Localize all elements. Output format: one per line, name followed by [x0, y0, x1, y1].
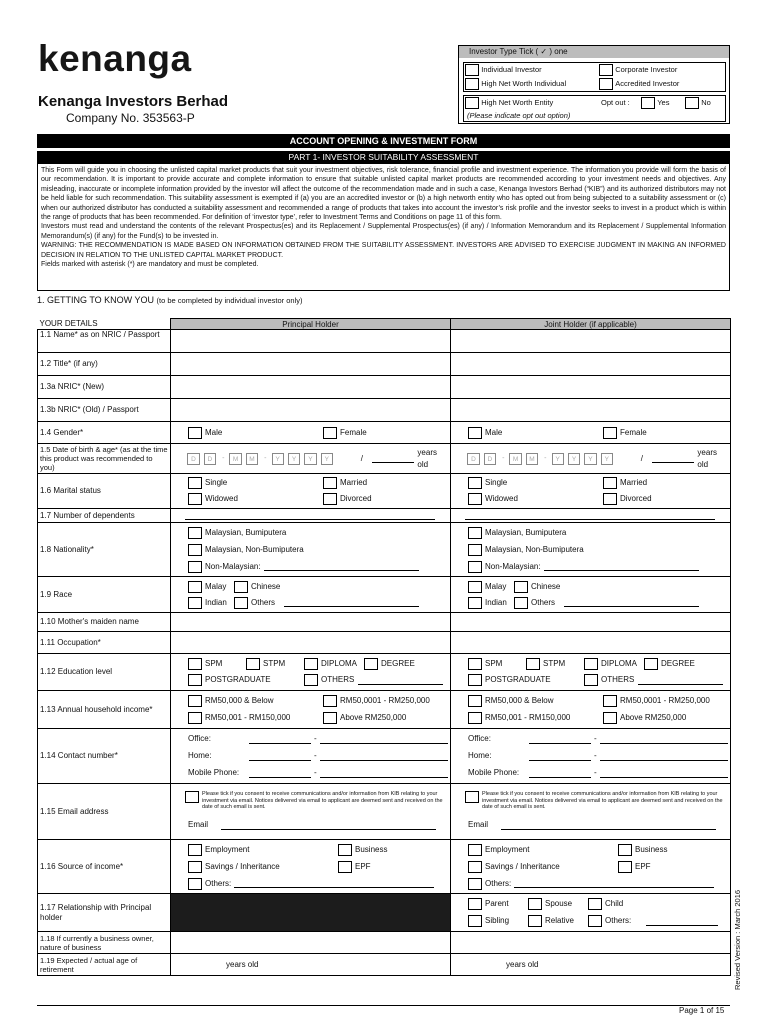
joint-nonbumi-checkbox[interactable]	[468, 544, 482, 556]
joint-office-code[interactable]	[529, 735, 591, 744]
corporate-investor-checkbox[interactable]	[599, 64, 613, 76]
company-name: Kenanga Investors Berhad	[38, 93, 229, 110]
principal-stpm-checkbox[interactable]	[246, 658, 260, 670]
joint-business-checkbox[interactable]	[618, 844, 632, 856]
joint-inc4-checkbox[interactable]	[603, 712, 617, 724]
consent-text: Please tick if you consent to receive communications and/or information from KIB relating to your investment via email. Notices delivered via email to applicant are deemed sent and received on the date of such email is sent.	[202, 791, 443, 811]
principal-male-checkbox[interactable]	[188, 427, 202, 439]
principal-business-nature-field[interactable]	[171, 932, 451, 954]
individual-investor-label: Individual Investor	[481, 65, 542, 75]
opt-out-no-label: No	[701, 98, 711, 108]
joint-holder-header: Joint Holder (if applicable)	[451, 319, 731, 330]
joint-diploma-checkbox[interactable]	[584, 658, 598, 670]
principal-widowed-checkbox[interactable]	[188, 493, 202, 505]
principal-occupation-field[interactable]	[171, 632, 451, 654]
accredited-investor-checkbox[interactable]	[599, 78, 613, 90]
label-occupation: 1.11 Occupation*	[38, 632, 171, 654]
label-title: 1.2 Title* (if any)	[38, 353, 171, 376]
label-gender: 1.4 Gender*	[38, 422, 171, 444]
page-number: Page 1 of 15	[679, 1006, 725, 1015]
label-business-nature: 1.18 If currently a business owner, nature of business	[38, 932, 171, 954]
principal-mobile-code[interactable]	[249, 769, 311, 778]
principal-divorced-checkbox[interactable]	[323, 493, 337, 505]
principal-relationship-blocked	[171, 894, 451, 932]
joint-inc3-checkbox[interactable]	[468, 712, 482, 724]
form-title: ACCOUNT OPENING & INVESTMENT FORM	[37, 134, 730, 148]
label-dependents: 1.7 Number of dependents	[38, 509, 171, 523]
principal-married-checkbox[interactable]	[323, 477, 337, 489]
opt-out-yes-checkbox[interactable]	[641, 97, 655, 109]
joint-bumi-checkbox[interactable]	[468, 527, 482, 539]
principal-female-checkbox[interactable]	[323, 427, 337, 439]
joint-degree-checkbox[interactable]	[644, 658, 658, 670]
individual-investor-checkbox[interactable]	[465, 64, 479, 76]
joint-widowed-checkbox[interactable]	[468, 493, 482, 505]
label-dob: 1.5 Date of birth & age* (as at the time this product was recommended to you)	[38, 444, 171, 474]
label-name: 1.1 Name* as on NRIC / Passport	[38, 330, 171, 353]
label-email: 1.15 Email address	[38, 784, 171, 840]
joint-mobile-code[interactable]	[529, 769, 591, 778]
joint-home-number[interactable]	[600, 752, 728, 761]
joint-email-consent-checkbox[interactable]	[465, 791, 479, 803]
opt-out-note: (Please indicate opt out option)	[467, 111, 571, 120]
principal-postgrad-checkbox[interactable]	[188, 674, 202, 686]
joint-relative-checkbox[interactable]	[528, 915, 542, 927]
joint-divorced-checkbox[interactable]	[603, 493, 617, 505]
joint-child-checkbox[interactable]	[588, 898, 602, 910]
joint-employment-checkbox[interactable]	[468, 844, 482, 856]
principal-savings-checkbox[interactable]	[188, 861, 202, 873]
joint-spouse-checkbox[interactable]	[528, 898, 542, 910]
label-maiden: 1.10 Mother's maiden name	[38, 613, 171, 632]
years-old-label: years old	[697, 447, 717, 469]
joint-others-race-checkbox[interactable]	[514, 597, 528, 609]
joint-others-income-checkbox[interactable]	[468, 878, 482, 890]
principal-title-field[interactable]	[171, 353, 451, 376]
label-contact: 1.14 Contact number*	[38, 729, 171, 784]
joint-inc2-checkbox[interactable]	[603, 695, 617, 707]
label-retirement: 1.19 Expected / actual age of retirement	[38, 954, 171, 976]
joint-postgrad-checkbox[interactable]	[468, 674, 482, 686]
joint-nationality-field[interactable]	[544, 562, 699, 571]
label-nric-new: 1.3a NRIC* (New)	[38, 376, 171, 399]
principal-indian-checkbox[interactable]	[188, 597, 202, 609]
your-details-header: YOUR DETAILS	[38, 319, 171, 330]
principal-office-code[interactable]	[249, 735, 311, 744]
consent-text: Please tick if you consent to receive communications and/or information from KIB relating to your investment via email. Notices delivered via email to applicant are deemed sent and received on the date of such email is sent.	[482, 791, 723, 811]
principal-nonbumi-checkbox[interactable]	[188, 544, 202, 556]
opt-out-yes-label: Yes	[657, 98, 670, 108]
joint-epf-checkbox[interactable]	[618, 861, 632, 873]
principal-others-race-checkbox[interactable]	[234, 597, 248, 609]
corporate-investor-label: Corporate Investor	[615, 65, 678, 75]
company-number: Company No. 353563-P	[66, 111, 195, 125]
label-income: 1.13 Annual household income*	[38, 691, 171, 729]
footer-line	[37, 1005, 730, 1006]
investor-type-box	[458, 45, 730, 124]
joint-malay-checkbox[interactable]	[468, 581, 482, 593]
principal-holder-header: Principal Holder	[171, 319, 451, 330]
principal-education-other-field[interactable]	[358, 676, 443, 685]
principal-business-checkbox[interactable]	[338, 844, 352, 856]
principal-others-edu-checkbox[interactable]	[304, 674, 318, 686]
part1-title: PART 1- INVESTOR SUITABILITY ASSESSMENT	[37, 151, 730, 163]
joint-home-code[interactable]	[529, 752, 591, 761]
accredited-investor-label: Accredited Investor	[615, 79, 680, 89]
principal-nationality-field[interactable]	[264, 562, 419, 571]
opt-out-no-checkbox[interactable]	[685, 97, 699, 109]
intro-mandatory-note: Fields marked with asterisk (*) are mandatory and must be completed.	[41, 261, 259, 269]
joint-retirement-field[interactable]: years old	[506, 959, 539, 969]
joint-married-checkbox[interactable]	[603, 477, 617, 489]
principal-chinese-checkbox[interactable]	[234, 581, 248, 593]
joint-female-checkbox[interactable]	[603, 427, 617, 439]
principal-dependents-field[interactable]	[185, 511, 435, 520]
joint-relationship-other-field[interactable]	[646, 917, 718, 926]
joint-age-field[interactable]	[652, 454, 694, 463]
joint-maiden-field[interactable]	[451, 613, 731, 632]
joint-sibling-checkbox[interactable]	[468, 915, 482, 927]
principal-inc2-checkbox[interactable]	[323, 695, 337, 707]
joint-office-number[interactable]	[600, 735, 728, 744]
principal-home-code[interactable]	[249, 752, 311, 761]
principal-bumi-checkbox[interactable]	[188, 527, 202, 539]
joint-mobile-number[interactable]	[600, 769, 728, 778]
hnwi-checkbox[interactable]	[465, 78, 479, 90]
principal-office-number[interactable]	[320, 735, 448, 744]
joint-others-rel-checkbox[interactable]	[588, 915, 602, 927]
joint-stpm-checkbox[interactable]	[526, 658, 540, 670]
principal-email-consent-checkbox[interactable]	[185, 791, 199, 803]
joint-indian-checkbox[interactable]	[468, 597, 482, 609]
principal-epf-checkbox[interactable]	[338, 861, 352, 873]
joint-nonmy-checkbox[interactable]	[468, 561, 482, 573]
joint-nric-old-field[interactable]	[451, 399, 731, 422]
female-label: Female	[620, 427, 647, 437]
joint-title-field[interactable]	[451, 353, 731, 376]
hnwi-label: High Net Worth Individual	[481, 79, 567, 89]
principal-employment-checkbox[interactable]	[188, 844, 202, 856]
joint-parent-checkbox[interactable]	[468, 898, 482, 910]
principal-spm-checkbox[interactable]	[188, 658, 202, 670]
principal-degree-checkbox[interactable]	[364, 658, 378, 670]
label-nric-old: 1.3b NRIC* (Old) / Passport	[38, 399, 171, 422]
principal-inc4-checkbox[interactable]	[323, 712, 337, 724]
joint-savings-checkbox[interactable]	[468, 861, 482, 873]
joint-business-nature-field[interactable]	[451, 932, 731, 954]
joint-name-field[interactable]	[451, 330, 731, 353]
principal-race-field[interactable]	[284, 598, 419, 607]
male-label: Male	[485, 427, 503, 437]
principal-dob-field[interactable]: D D - M M - Y Y Y Y / years old	[173, 450, 448, 467]
female-label: Female	[340, 427, 367, 437]
label-source-income: 1.16 Source of income*	[38, 840, 171, 894]
principal-mobile-number[interactable]	[320, 769, 448, 778]
joint-education-other-field[interactable]	[638, 676, 723, 685]
joint-race-field[interactable]	[564, 598, 699, 607]
joint-male-checkbox[interactable]	[468, 427, 482, 439]
principal-diploma-checkbox[interactable]	[304, 658, 318, 670]
joint-income-other-field[interactable]	[514, 879, 714, 888]
intro-paragraph-1: This Form will guide you in choosing the unlisted capital market products that suit your investment objectives, risk tolerance, financial profile and investment experience. The information you provide will form the basis of our recommendation. It is important to provide accurate and complete information to ensure that suitable unlisted capital market products are recommended according to your investment needs and objectives. Any misleading, inaccurate or incomplete information provided by the investor will affect the outcome of the recommendation made and in such a case, Kenanga Investors Berhad (“KIB”) and its authorized distributors may not be held liable for such recommendation. This suitability assessment is exempted if (a) you are an accredited investor or (b) a high networth entity who has opted out from being subjected to a suitability assessment or (c) when our authorized distributor has conducted a suitability assessment and recommended a range of products that takes into account the investor’s risk profile and the investor seeks to invest in a product which is within the range of products that has been recommended. For definition of ‘investor type’, refer to Investment Terms and Conditions on page 11 of this form.	[41, 167, 726, 222]
joint-email-field[interactable]	[501, 821, 716, 830]
male-label: Male	[205, 427, 223, 437]
joint-spm-checkbox[interactable]	[468, 658, 482, 670]
hnwe-label: High Net Worth Entity	[481, 98, 554, 108]
joint-occupation-field[interactable]	[451, 632, 731, 654]
principal-nric-new-field[interactable]	[171, 376, 451, 399]
joint-dependents-field[interactable]	[465, 511, 715, 520]
investor-type-title: Investor Type Tick ( ✓ ) one	[459, 46, 729, 58]
details-table: YOUR DETAILS Principal Holder Joint Holder (if applicable) 1.1 Name* as on NRIC / Passport 1.2 Title* (if any) 1.3a NRIC* (New) 1.3b NRIC* (Old) / Passport 1.4 Gender* Male Female Male Female 1.5 Date of birth & age* (as at the time this product was recommended to you) D D - M M - Y Y Y Y / years old D D - M M - Y Y Y Y / years old 1.6 Marital status Single Married Widowed Divorced Single Married Widowed Divorced 1.7 Number of dependents 1.8 Nationality* Malaysian, Bumiputera Malaysian, Non-Bumiputera Non-Malaysian: Malaysian, Bumiputera Malaysian, Non-Bumiputera Non-Malaysian: 1.9 Race Malay Chinese Indian Others Malay Chinese Indian Others 1.10 Mother's maiden name 1.11 Occupation* 1.12 Education level SPM STPM DIPLOMA DEGREE POSTGRADUATE OTHERS SPM STPM DIPLOMA DEGREE POSTGRADUATE OTHERS 1.13 Annual household income* RM50,000 & Below RM50,0001 - RM250,000 RM50,001 - RM150,000 Above RM250,000 RM50,000 & Below RM50,0001 - RM250,000 RM50,001 - RM150,000 Above RM250,000 1.14 Contact number* Office: - Home: - Mobile Phone: - Office: - Home: - Mobile Phone: - 1.15 Email address Please tick if you consent to receive communications and/or information from KIB relating to your investment via email. Notices delivered via email to applicant are deemed sent and received on the date of such email is sent. Email Please tick if you consent to receive communications and/or information from KIB relating to your investment via email. Notices delivered via email to applicant are deemed sent and received on the date of such email is sent. Email 1.16 Source of income* Employment Business Savings / Inheritance EPF Others: Employment Business Savings / Inheritance EPF Others: 1.17 Relationship with Principal holder Parent Spouse Child Sibling Relative Others: 1.18 If currently a business owner, nature of business 1.19 Expected / actual age of retirement years old years old	[37, 318, 731, 976]
joint-chinese-checkbox[interactable]	[514, 581, 528, 593]
kenanga-logo: kenanga	[38, 38, 192, 79]
principal-email-field[interactable]	[221, 821, 436, 830]
intro-warning: WARNING: THE RECOMMENDATION IS MADE BASED ON INFORMATION OBTAINED FROM THE SUITABILITY ASSESSMENT. INVESTORS ARE ADVISED TO EXERCISE JUDGMENT IN MAKING AN INFORMED DECISION IN RELATION TO THE UNLISTED CAPITAL MARKET PRODUCT.	[41, 242, 726, 259]
intro-text	[37, 163, 730, 291]
label-race: 1.9 Race	[38, 577, 171, 613]
principal-age-field[interactable]	[372, 454, 414, 463]
principal-malay-checkbox[interactable]	[188, 581, 202, 593]
principal-nric-old-field[interactable]	[171, 399, 451, 422]
principal-home-number[interactable]	[320, 752, 448, 761]
joint-nric-new-field[interactable]	[451, 376, 731, 399]
principal-inc3-checkbox[interactable]	[188, 712, 202, 724]
joint-others-edu-checkbox[interactable]	[584, 674, 598, 686]
years-old-label: years old	[417, 447, 437, 469]
joint-single-checkbox[interactable]	[468, 477, 482, 489]
section1-heading: 1. GETTING TO KNOW YOU (to be completed by individual investor only)	[37, 295, 303, 305]
principal-single-checkbox[interactable]	[188, 477, 202, 489]
principal-maiden-field[interactable]	[171, 613, 451, 632]
label-education: 1.12 Education level	[38, 654, 171, 691]
joint-inc1-checkbox[interactable]	[468, 695, 482, 707]
principal-others-income-checkbox[interactable]	[188, 878, 202, 890]
joint-dob-field[interactable]: D D - M M - Y Y Y Y / years old	[453, 450, 728, 467]
principal-nonmy-checkbox[interactable]	[188, 561, 202, 573]
intro-paragraph-2: Investors must read and understand the contents of the relevant Prospectus(es) and its Replacement / Supplemental Prospectus(es) (if any) / Information Memorandum and its Replacement / Supplemental Information Memorandum(s) (if any) for the Fund(s) to be invested in.	[41, 223, 726, 240]
label-relationship: 1.17 Relationship with Principal holder	[38, 894, 171, 932]
hnwe-checkbox[interactable]	[465, 97, 479, 109]
principal-inc1-checkbox[interactable]	[188, 695, 202, 707]
principal-name-field[interactable]	[171, 330, 451, 353]
label-marital: 1.6 Marital status	[38, 474, 171, 509]
revised-version: Revised Version : March 2016	[733, 889, 742, 990]
opt-out-label: Opt out :	[601, 98, 630, 107]
principal-retirement-field[interactable]: years old	[226, 959, 259, 969]
principal-income-other-field[interactable]	[234, 879, 434, 888]
label-nationality: 1.8 Nationality*	[38, 523, 171, 577]
